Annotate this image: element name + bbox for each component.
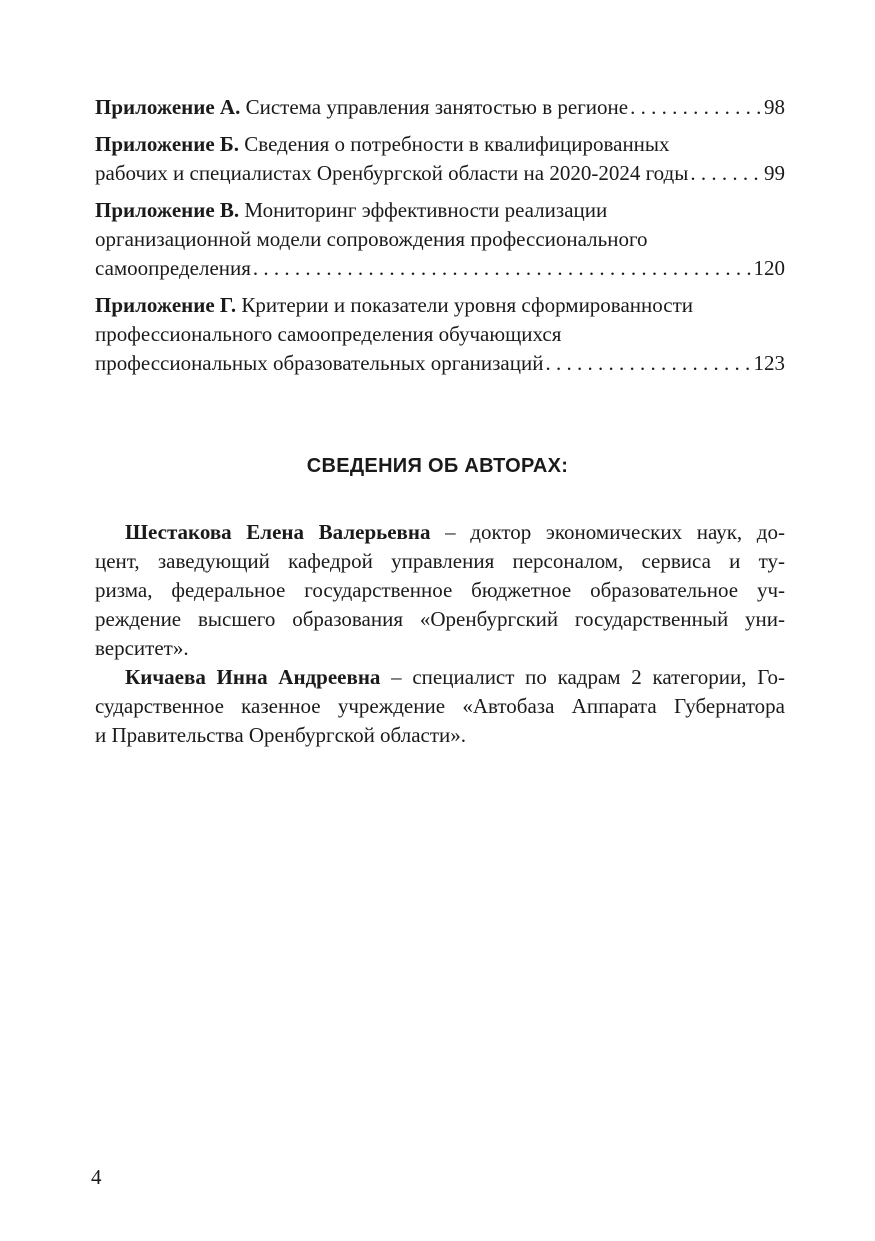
- toc-entry-title: рабочих и специалистах Оренбургской области на 2020-2024 годы: [95, 161, 689, 185]
- toc-entry-line: [95, 130, 785, 159]
- toc-entry-page: 120: [753, 256, 785, 280]
- toc-entry-last-line: [95, 93, 785, 122]
- toc-entry-appendix-a[interactable]: [95, 93, 785, 122]
- author-line: реждение высшего образования «Оренбургский государственный уни-: [95, 607, 785, 631]
- toc-entry-page: 98: [764, 95, 785, 119]
- toc-entry-line: [95, 196, 785, 225]
- toc-entry-label: Приложение В.: [95, 198, 240, 222]
- dot-leader: [690, 159, 762, 188]
- authors-section: [95, 518, 785, 750]
- toc-entry-appendix-g[interactable]: [95, 291, 785, 378]
- author-entry: [95, 518, 785, 663]
- author-description: – доктор экономических наук, до-: [430, 520, 785, 544]
- toc-entry-title: Критерии и показатели уровня сформированности: [241, 293, 693, 317]
- author-line: и Правительства Оренбургской области».: [95, 723, 467, 747]
- dot-leader: [545, 349, 751, 378]
- toc-entry-title: Мониторинг эффективности реализации: [244, 198, 608, 222]
- toc-entry-appendix-b[interactable]: [95, 130, 785, 188]
- toc-entry-page: 123: [753, 351, 785, 375]
- toc-entry-line: профессионального самоопределения обучающихся: [95, 322, 562, 346]
- toc-entry-title: профессиональных образовательных организаций: [95, 351, 544, 375]
- page-number: 4: [91, 1165, 102, 1189]
- dot-leader: [253, 254, 752, 283]
- toc-entry-line: организационной модели сопровождения профессионального: [95, 227, 648, 251]
- author-name: Шестакова Елена Валерьевна: [125, 520, 431, 544]
- section-title: СВЕДЕНИЯ ОБ АВТОРАХ:: [306, 455, 569, 477]
- toc-entry-title: Система управления занятостью в регионе: [245, 95, 629, 119]
- author-line: цент, заведующий кафедрой управления персоналом, сервиса и ту-: [95, 549, 785, 573]
- author-entry: [95, 663, 785, 750]
- toc-entry-title: самоопределения: [95, 256, 251, 280]
- author-line: [95, 663, 785, 692]
- author-line: верситет».: [95, 636, 189, 660]
- dot-leader: [630, 93, 762, 122]
- toc-entry-page: 99: [764, 161, 785, 185]
- toc-entry-line: [95, 291, 785, 320]
- toc-entry-last-line: [95, 159, 785, 188]
- author-line: [95, 518, 785, 547]
- toc-entry-last-line: [95, 349, 785, 378]
- author-line: ризма, федеральное государственное бюджетное образовательное уч-: [95, 578, 785, 602]
- toc-entry-label: Приложение Г.: [95, 293, 237, 317]
- toc-entry-label: Приложение А.: [95, 95, 241, 119]
- toc-entry-last-line: [95, 254, 785, 283]
- toc-entry-label: Приложение Б.: [95, 132, 240, 156]
- author-description: – специалист по кадрам 2 категории, Го-: [380, 665, 785, 689]
- toc-entry-appendix-v[interactable]: [95, 196, 785, 283]
- toc-entry-title: Сведения о потребности в квалифицированных: [244, 132, 670, 156]
- author-name: Кичаева Инна Андреевна: [125, 665, 381, 689]
- table-of-contents: [95, 93, 785, 386]
- author-line: сударственное казенное учреждение «Автобаза Аппарата Губернатора: [95, 694, 785, 718]
